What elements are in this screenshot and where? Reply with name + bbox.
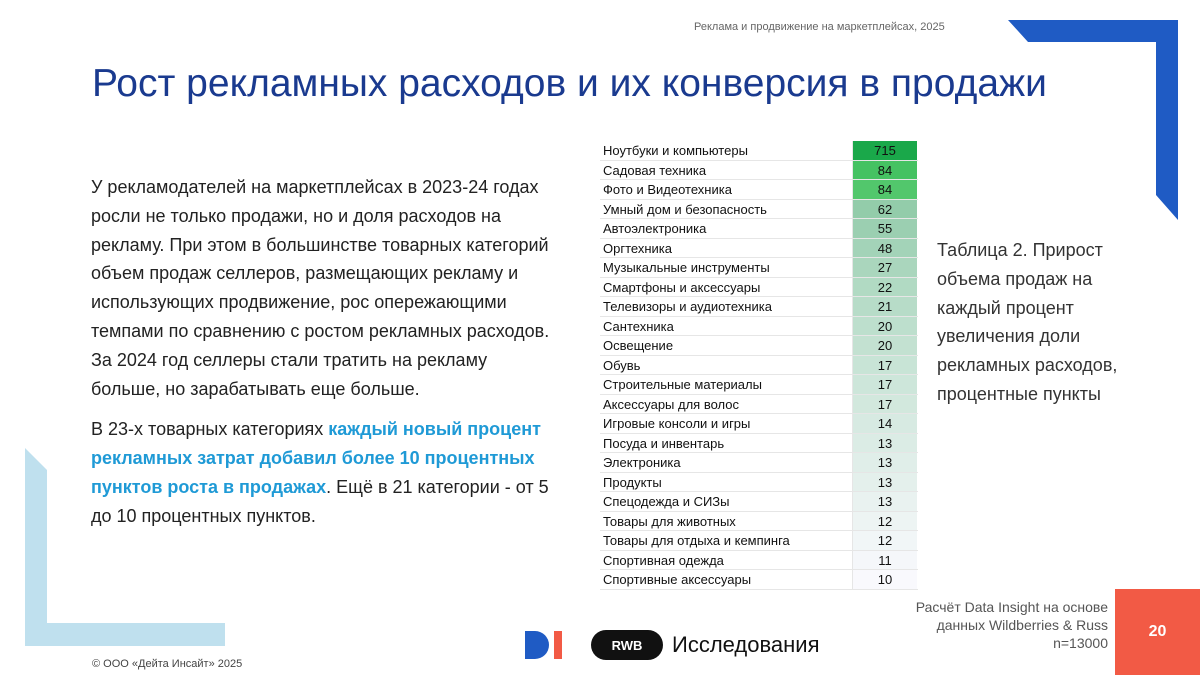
table-cell-category: Игровые консоли и игры — [600, 414, 853, 433]
table-row — [600, 258, 918, 278]
table-row — [600, 473, 918, 493]
table-cell-category: Продукты — [600, 473, 853, 492]
source-line-2: данных Wildberries & Russ — [936, 617, 1108, 633]
table-cell-value: 55 — [853, 219, 917, 238]
table-row — [600, 551, 918, 571]
table-cell-value: 20 — [853, 336, 917, 355]
table-cell-value: 27 — [853, 258, 917, 277]
paragraph-2-highlight: каждый новый процент рекламных затрат добавил более 10 процентных пунктов роста в продажах — [91, 419, 541, 497]
table-row — [600, 414, 918, 434]
data-insight-logo — [525, 631, 563, 659]
presentation-subtitle: Реклама и продвижение на маркетплейсах, 2025 — [694, 21, 945, 33]
table-cell-category: Строительные материалы — [600, 375, 853, 394]
source-line-3: n=13000 — [1053, 635, 1108, 651]
table-cell-category: Спецодежда и СИЗы — [600, 492, 853, 511]
table-cell-value: 14 — [853, 414, 917, 433]
table-cell-category: Умный дом и безопасность — [600, 200, 853, 219]
table-row — [600, 492, 918, 512]
table-cell-category: Спортивная одежда — [600, 551, 853, 570]
table-cell-category: Смартфоны и аксессуары — [600, 278, 853, 297]
table-row — [600, 453, 918, 473]
table-row — [600, 512, 918, 532]
paragraph-2-start: В 23-х товарных категориях — [91, 419, 329, 440]
footer-copyright: © ООО «Дейта Инсайт» 2025 — [92, 658, 243, 670]
table-cell-category: Посуда и инвентарь — [600, 434, 853, 453]
table-cell-value: 62 — [853, 200, 917, 219]
table-cell-category: Товары для животных — [600, 512, 853, 531]
table-cell-category: Товары для отдыха и кемпинга — [600, 531, 853, 550]
table-cell-value: 17 — [853, 356, 917, 375]
table-row — [600, 141, 918, 161]
table-cell-value: 13 — [853, 473, 917, 492]
page-number: 20 — [1115, 589, 1200, 675]
table-row — [600, 356, 918, 376]
table-row — [600, 434, 918, 454]
table-cell-category: Оргтехника — [600, 239, 853, 258]
table-row — [600, 200, 918, 220]
table-cell-category: Сантехника — [600, 317, 853, 336]
table-cell-value: 21 — [853, 297, 917, 316]
table-cell-category: Автоэлектроника — [600, 219, 853, 238]
table-cell-value: 13 — [853, 453, 917, 472]
table-cell-value: 13 — [853, 434, 917, 453]
table-row — [600, 239, 918, 259]
table-cell-category: Музыкальные инструменты — [600, 258, 853, 277]
table-cell-category: Спортивные аксессуары — [600, 570, 853, 589]
corner-decoration-bottom-left — [25, 448, 225, 646]
source-note — [880, 598, 1108, 652]
research-label: Исследования — [672, 632, 820, 657]
table-cell-category: Фото и Видеотехника — [600, 180, 853, 199]
table-cell-category: Обувь — [600, 356, 853, 375]
table-cell-value: 11 — [853, 551, 917, 570]
table-row — [600, 336, 918, 356]
table-cell-value: 10 — [853, 570, 917, 589]
table-caption: Таблица 2. Прирост объема продаж на каждый процент увеличения доли рекламных расходов, процентные пункты — [937, 240, 1118, 404]
table-row — [600, 531, 918, 551]
table-cell-category: Электроника — [600, 453, 853, 472]
table-row — [600, 317, 918, 337]
table-row — [600, 570, 918, 590]
table-row — [600, 375, 918, 395]
table-row — [600, 395, 918, 415]
table-cell-value: 715 — [853, 141, 917, 160]
sales-growth-table — [600, 141, 918, 590]
table-cell-category: Садовая техника — [600, 161, 853, 180]
table-row — [600, 161, 918, 181]
page-title: Рост рекламных расходов и их конверсия в продажи — [92, 62, 1047, 105]
table-cell-category: Освещение — [600, 336, 853, 355]
table-cell-value: 84 — [853, 161, 917, 180]
table-cell-value: 12 — [853, 531, 917, 550]
table-cell-value: 17 — [853, 395, 917, 414]
table-row — [600, 278, 918, 298]
table-cell-value: 13 — [853, 492, 917, 511]
source-line-1: Расчёт Data Insight на основе — [915, 599, 1108, 615]
table-cell-value: 22 — [853, 278, 917, 297]
table-cell-value: 20 — [853, 317, 917, 336]
table-cell-category: Аксессуары для волос — [600, 395, 853, 414]
rwb-logo-text: RWB — [611, 638, 643, 653]
table-cell-value: 17 — [853, 375, 917, 394]
table-row — [600, 219, 918, 239]
rwb-logo — [591, 630, 663, 660]
table-cell-value: 48 — [853, 239, 917, 258]
corner-decoration-top-right — [1008, 20, 1178, 220]
paragraph-1: У рекламодателей на маркетплейсах в 2023-24 годах росли не только продажи, но и доля расходов на рекламу. При этом в большинстве товарных категорий объем продаж селлеров, размещающих рекламу и использующих продвижение, рос опережающими темпами по сравнению с ростом рекламных расходов. За 2024 год селлеры стали тратить на рекламу больше, но зарабатывать еще больше. — [91, 177, 550, 399]
table-row — [600, 297, 918, 317]
paragraph-2-end: . Ещё в 21 категории - от 5 до 10 процентных пунктов. — [91, 476, 549, 526]
table-cell-category: Телевизоры и аудиотехника — [600, 297, 853, 316]
table-cell-category: Ноутбуки и компьютеры — [600, 141, 853, 160]
table-cell-value: 84 — [853, 180, 917, 199]
table-row — [600, 180, 918, 200]
table-cell-value: 12 — [853, 512, 917, 531]
